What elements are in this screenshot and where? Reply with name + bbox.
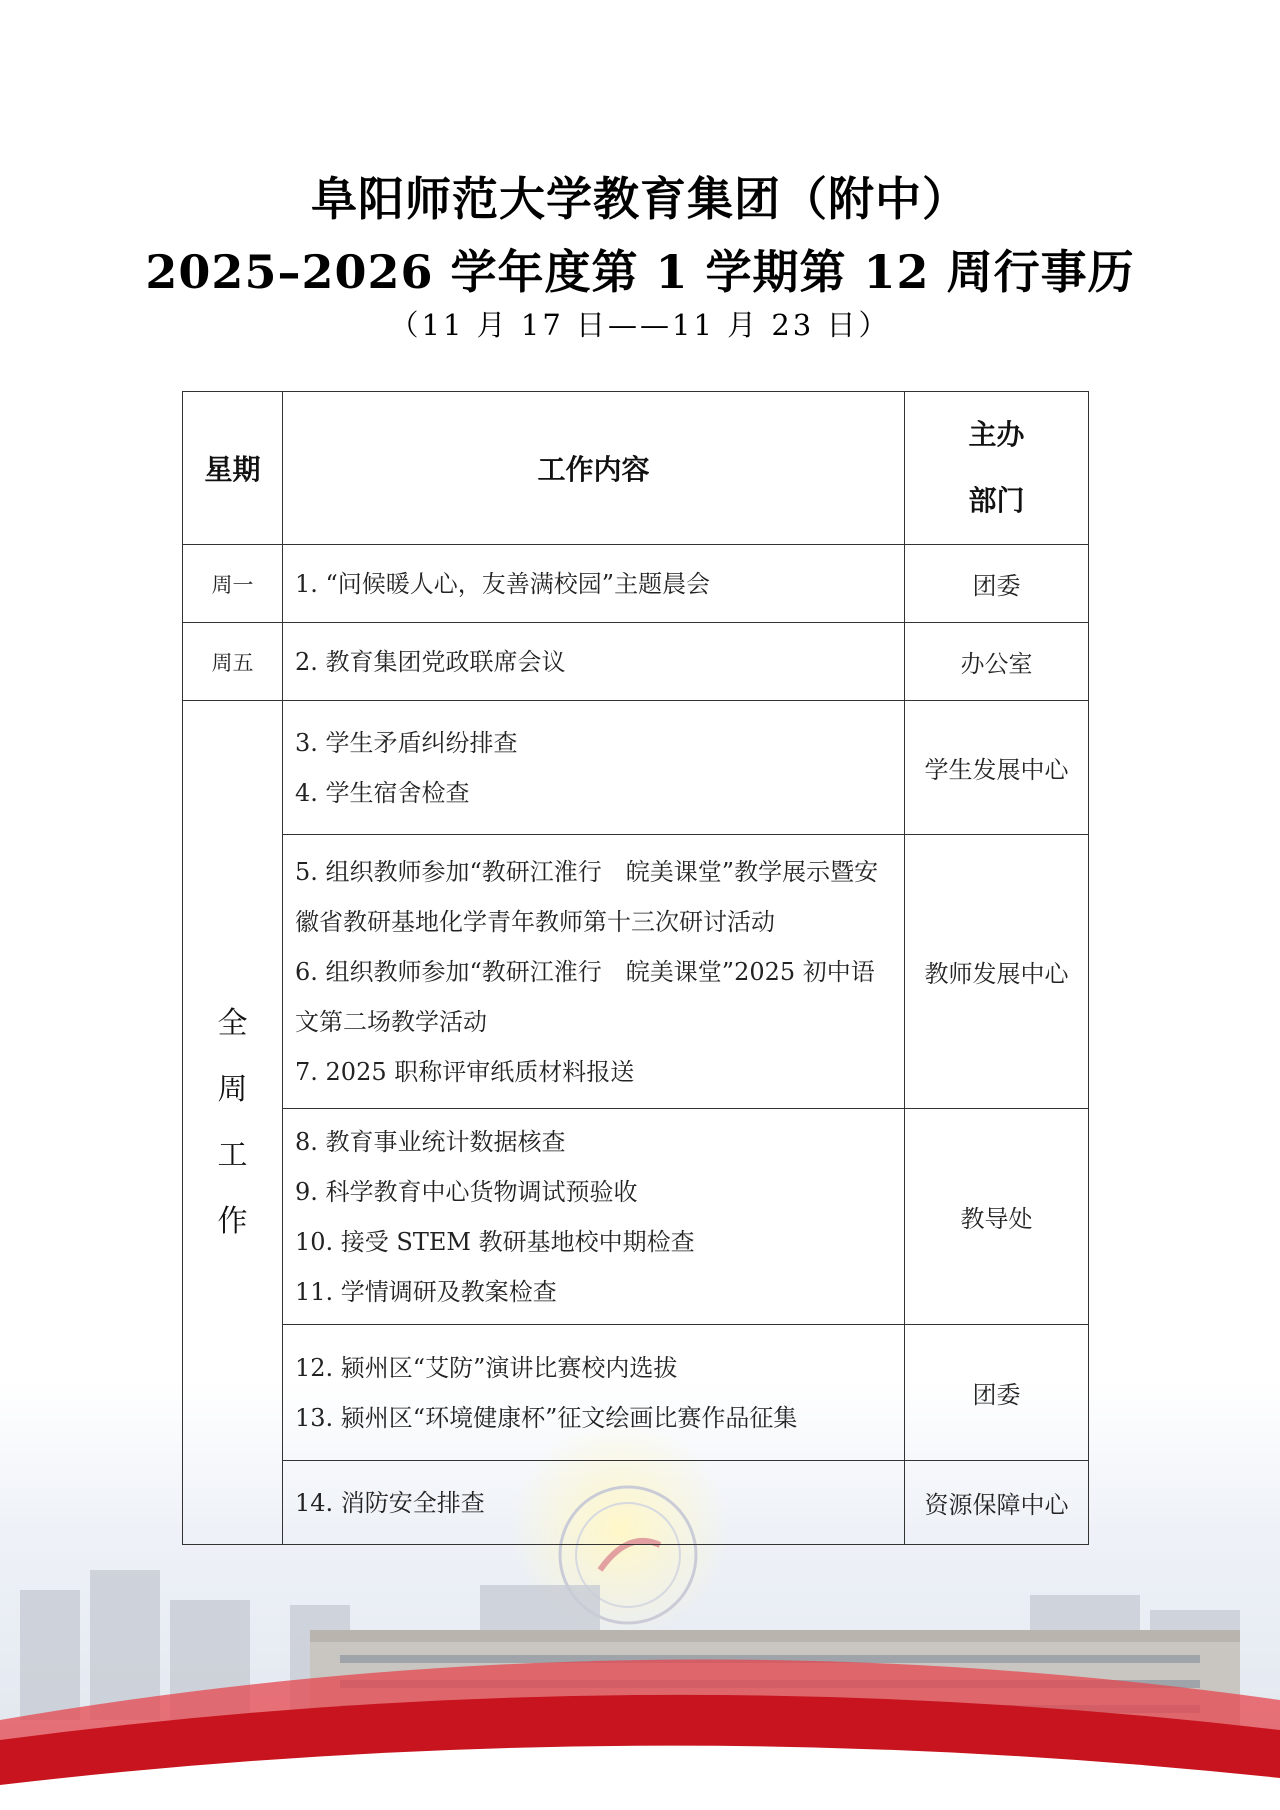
dept-cell: 教导处 — [905, 1109, 1089, 1325]
header-dept-line1: 主办 — [968, 418, 1025, 451]
table-row — [183, 1109, 1089, 1325]
list-item: 10. 接受 STEM 教研基地校中期检查 — [295, 1227, 695, 1256]
week-label-char: 工 — [217, 1137, 248, 1173]
table-row — [183, 1461, 1089, 1545]
table-row — [183, 835, 1089, 1109]
weekly-calendar-table — [182, 391, 1089, 1545]
content-cell — [283, 835, 905, 1109]
list-item: 1. “问候暖人心，友善满校园”主题晨会 — [295, 569, 711, 598]
week-label-cell — [183, 701, 283, 1545]
page-title-line2: 2025–2026 学年度第 1 学期第 12 周行事历 — [145, 245, 1135, 299]
table-row — [183, 545, 1089, 623]
dept-cell: 团委 — [905, 545, 1089, 623]
list-item: 6. 组织教师参加“教研江淮行 皖美课堂”2025 初中语文第二场教学活动 — [295, 957, 875, 1036]
content-cell — [283, 623, 905, 701]
header-dept-line2: 部门 — [968, 484, 1025, 517]
list-item: 5. 组织教师参加“教研江淮行 皖美课堂”教学展示暨安徽省教研基地化学青年教师第十三次研讨活动 — [295, 857, 879, 936]
dept-cell: 资源保障中心 — [905, 1461, 1089, 1545]
list-item: 2. 教育集团党政联席会议 — [295, 647, 566, 676]
day-cell: 周一 — [183, 545, 283, 623]
day-cell: 周五 — [183, 623, 283, 701]
list-item: 8. 教育事业统计数据核查 — [295, 1127, 566, 1156]
dept-cell: 教师发展中心 — [905, 835, 1089, 1109]
list-item: 3. 学生矛盾纠纷排查 — [295, 728, 518, 757]
content-cell — [283, 1325, 905, 1461]
content-cell — [283, 545, 905, 623]
week-label-char: 周 — [217, 1071, 248, 1107]
list-item: 13. 颍州区“环境健康杯”征文绘画比赛作品征集 — [295, 1403, 798, 1432]
content-cell — [283, 1461, 905, 1545]
table-row — [183, 1325, 1089, 1461]
header-day: 星期 — [183, 392, 283, 545]
list-item: 11. 学情调研及教案检查 — [295, 1277, 557, 1306]
week-label-char: 全 — [217, 1005, 248, 1041]
header-content: 工作内容 — [283, 392, 905, 545]
table-row — [183, 623, 1089, 701]
content-cell — [283, 701, 905, 835]
table-row — [183, 701, 1089, 835]
table-header-row — [183, 392, 1089, 545]
list-item: 9. 科学教育中心货物调试预验收 — [295, 1177, 638, 1206]
list-item: 7. 2025 职称评审纸质材料报送 — [295, 1057, 635, 1086]
date-range: （11 月 17 日——11 月 23 日） — [389, 308, 891, 342]
list-item: 4. 学生宿舍检查 — [295, 778, 470, 807]
dept-cell: 团委 — [905, 1325, 1089, 1461]
header-dept — [905, 392, 1089, 545]
list-item: 14. 消防安全排查 — [295, 1488, 485, 1517]
page-title-line1: 阜阳师范大学教育集团（附中） — [311, 172, 969, 226]
dept-cell: 学生发展中心 — [905, 701, 1089, 835]
content-cell — [283, 1109, 905, 1325]
dept-cell: 办公室 — [905, 623, 1089, 701]
week-label-char: 作 — [217, 1203, 248, 1239]
list-item: 12. 颍州区“艾防”演讲比赛校内选拔 — [295, 1353, 678, 1382]
